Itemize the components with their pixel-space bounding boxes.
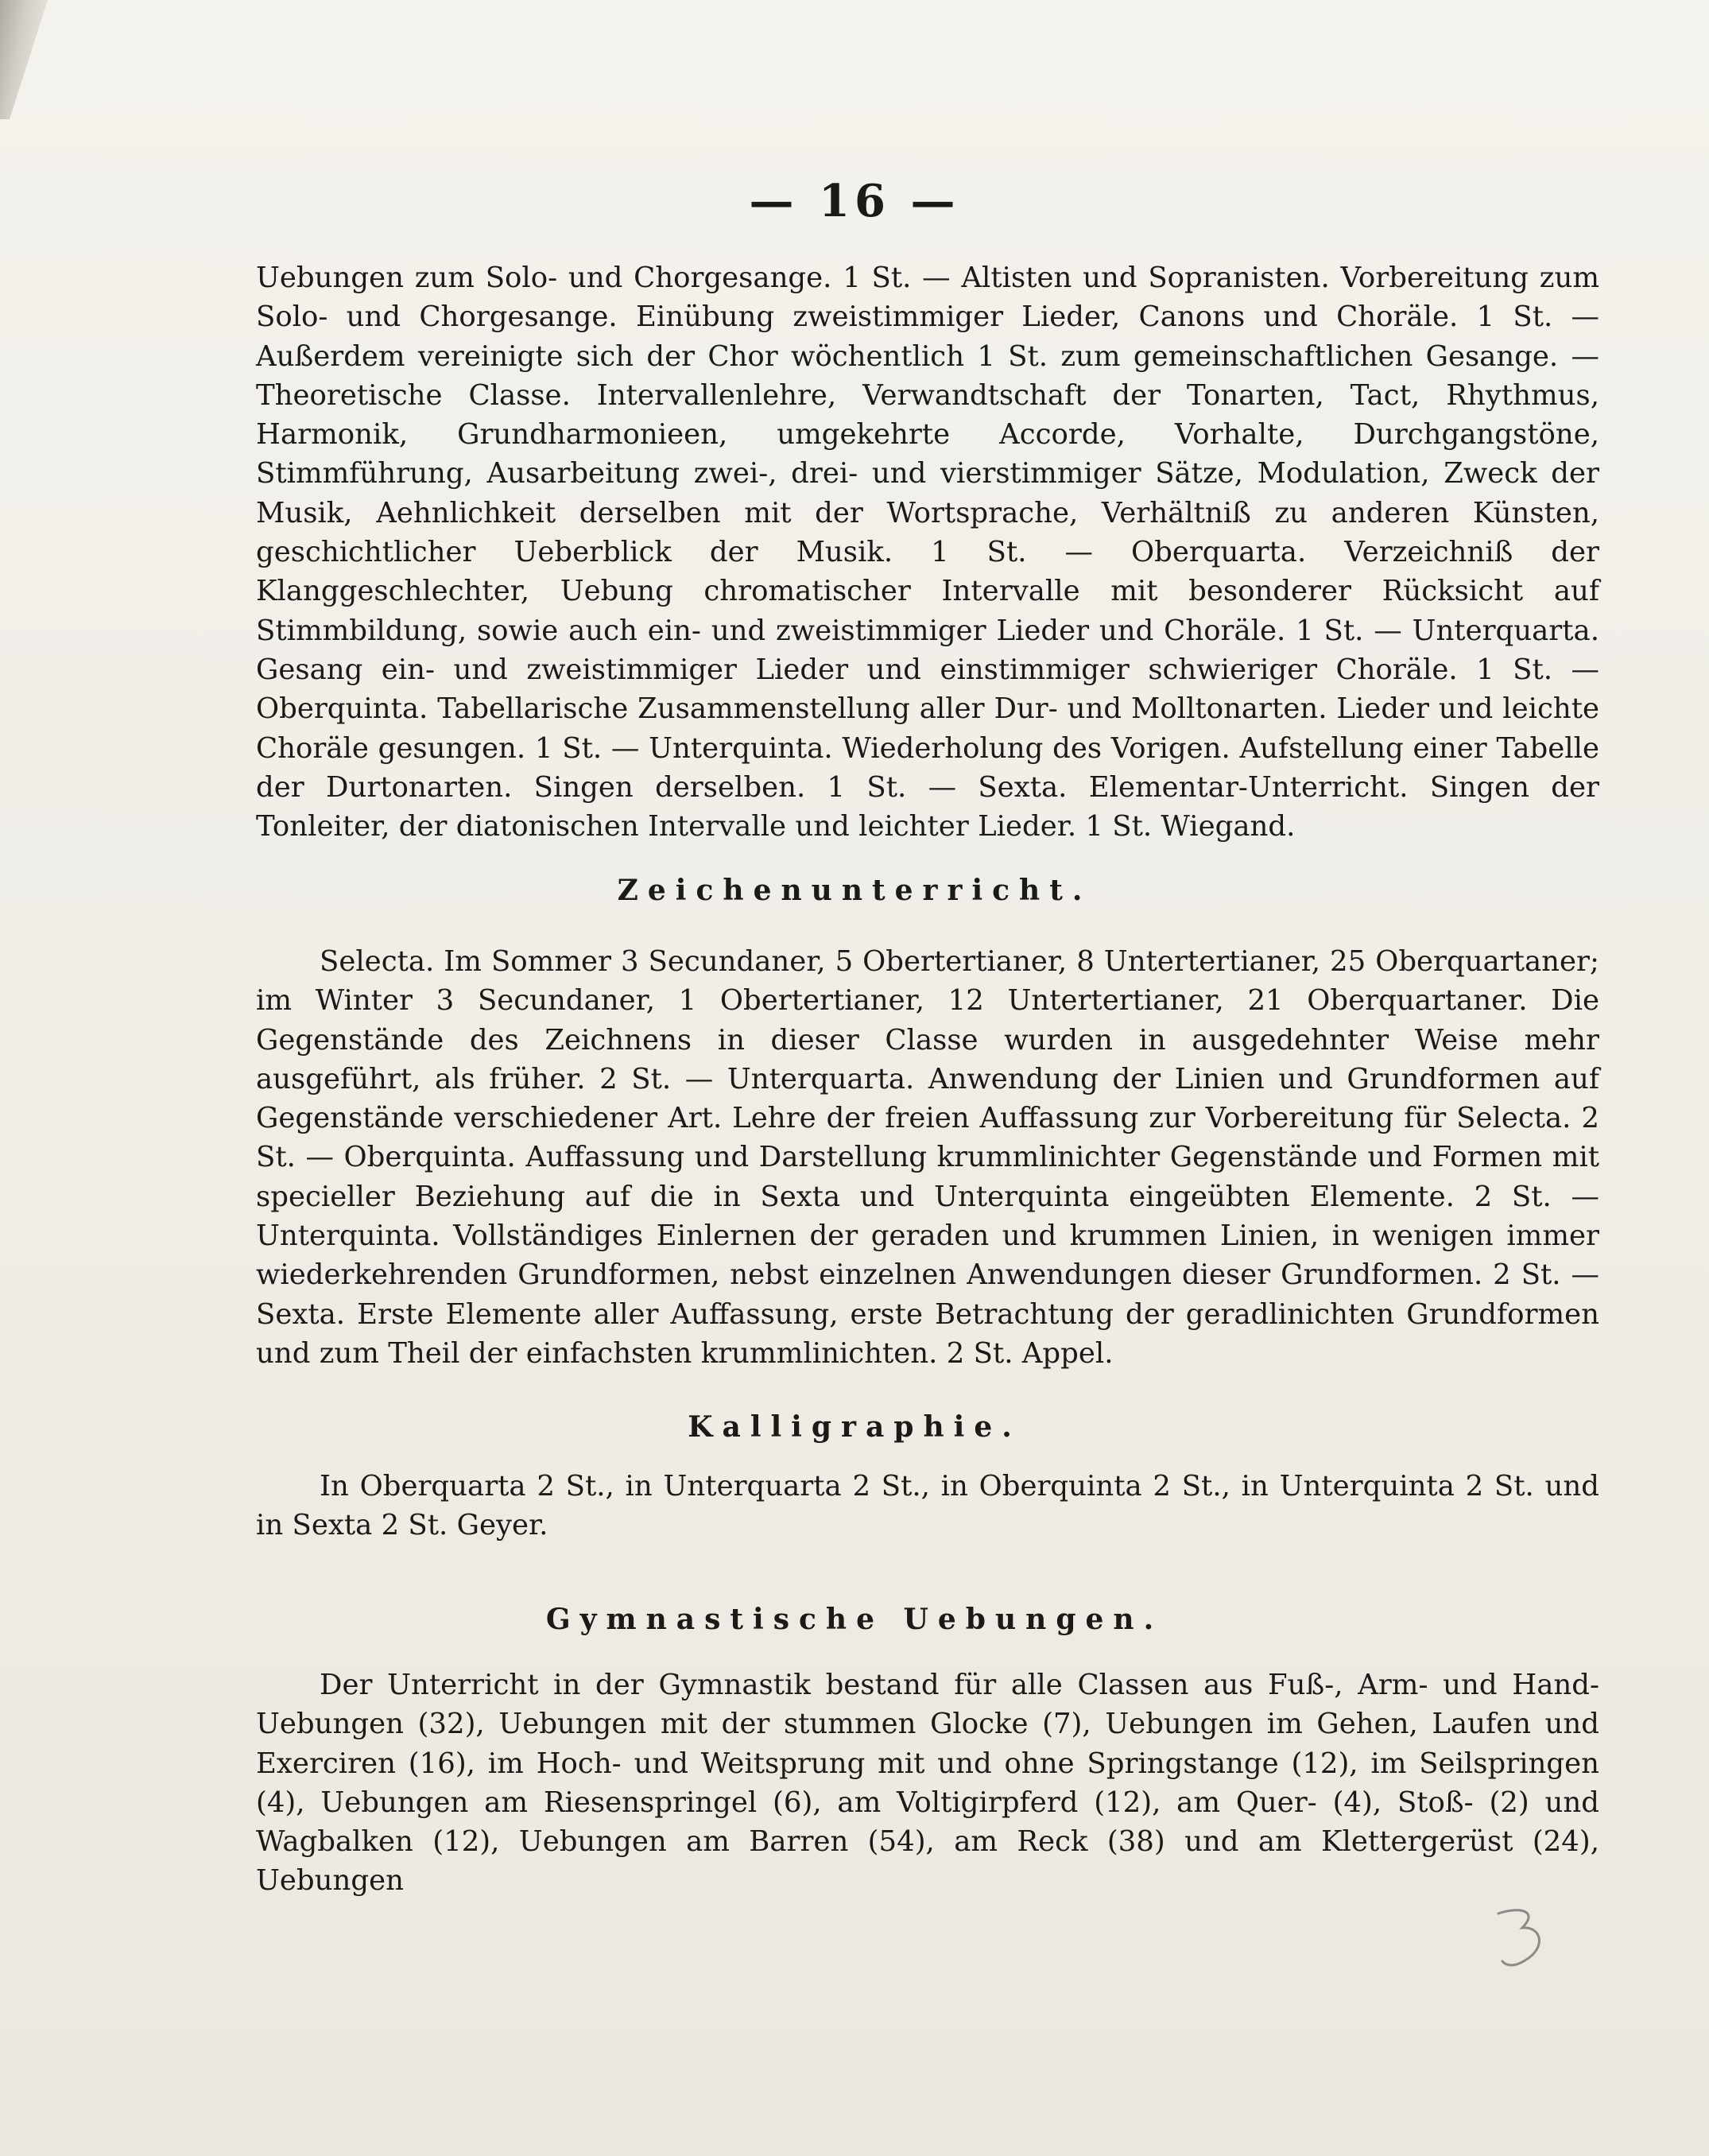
paragraph-text: Der Unterricht in der Gymnastik bestand für alle Classen aus Fuß-, Arm- und Hand-Uebungen (32), Uebungen mit der stummen Glocke (7), Uebungen im Gehen, Laufen und Exerciren (16), im Hoch- und Weitsprung mit und ohne Springstange (12), im Seilspringen (4), Uebungen am Riesenspringel (6), am Voltigirpferd (12), am Quer- (4), Stoß- (2) und Wagbalken (12), Uebungen am Barren (54), am Reck (38) und am Klettergerüst (24), Uebungen xyxy=(256,1669,1599,1898)
heading-zeichenunterricht: Zeichenunterricht. xyxy=(617,874,1092,907)
gymnastics-paragraph xyxy=(256,1665,1599,1901)
page-corner-shadow xyxy=(0,0,48,119)
heading-kalligraphie: Kalligraphie. xyxy=(688,1410,1021,1444)
paragraph-text: In Oberquarta 2 St., in Unterquarta 2 St., in Oberquinta 2 St., in Unterquinta 2 St. und in Sexta 2 St. Geyer. xyxy=(256,1470,1599,1542)
heading-gymnastische-uebungen: Gymnastische Uebungen. xyxy=(545,1603,1164,1636)
paragraph-text: Selecta. Im Sommer 3 Secundaner, 5 Obertertianer, 8 Untertertianer, 25 Oberquartaner; im Winter 3 Secundaner, 1 Obertertianer, 12 Untertertianer, 21 Oberquartaner. Die Gegenstände des Zeichnens in dieser Classe wurden in ausgedehnter Weise mehr ausgeführt, als früher. 2 St. — Unterquarta. Anwendung der Linien und Grundformen auf Gegenstände verschiedener Art. Lehre der freien Auffassung zur Vorbereitung für Selecta. 2 St. — Oberquinta. Auffassung und Darstellung krummlinichter Gegenstände und Formen mit specieller Beziehung auf die in Sexta und Unterquinta eingeübten Elemente. 2 St. — Unterquinta. Vollständiges Einlernen der geraden und krummen Linien, in wenigen immer wiederkehrenden Grundformen, nebst einzelnen Anwendungen dieser Grundformen. 2 St. — Sexta. Erste Elemente aller Auffassung, erste Betrachtung der geradlinichten Grundformen und zum Theil der einfachsten krummlinichten. 2 St. Appel. xyxy=(256,945,1599,1370)
drawing-paragraph xyxy=(256,942,1599,1373)
music-paragraph xyxy=(256,258,1599,846)
paragraph-text: Uebungen zum Solo- und Chorgesange. 1 St. — Altisten und Sopranisten. Vorbereitung zum Solo- und Chorgesange. Einübung zweistimmiger Lieder, Canons und Choräle. 1 St. — Außerdem vereinigte sich der Chor wöchentlich 1 St. zum gemeinschaftlichen Gesange. — Theoretische Classe. Intervallenlehre, Verwandtschaft der Tonarten, Tact, Rhythmus, Harmonik, Grundharmonieen, umgekehrte Accorde, Vorhalte, Durchgangstöne, Stimmführung, Ausarbeitung zwei-, drei- und vierstimmiger Sätze, Modulation, Zweck der Musik, Aehnlichkeit derselben mit der Wortsprache, Verhältniß zu anderen Künsten, geschichtlicher Ueberblick der Musik. 1 St. — Oberquarta. Verzeichniß der Klanggeschlechter, Uebung chromatischer Intervalle mit besonderer Rücksicht auf Stimmbildung, sowie auch ein- und zweistimmiger Lieder und Choräle. 1 St. — Unterquarta. Gesang ein- und zweistimmiger Lieder und einstimmiger schwieriger Choräle. 1 St. — Oberquinta. Tabellarische Zusammenstellung aller Dur- und Molltonarten. Lieder und leichte Choräle gesungen. 1 St. — Unterquinta. Wiederholung des Vorigen. Aufstellung einer Tabelle der Durtonarten. Singen derselben. 1 St. — Sexta. Elementar-Unterricht. Singen der Tonleiter, der diatonischen Intervalle und leichter Lieder. 1 St. Wiegand. xyxy=(256,262,1599,843)
calligraphy-paragraph xyxy=(256,1467,1599,1545)
pencil-mark-icon xyxy=(1490,1904,1554,1976)
page-number: — 16 — xyxy=(749,175,960,227)
